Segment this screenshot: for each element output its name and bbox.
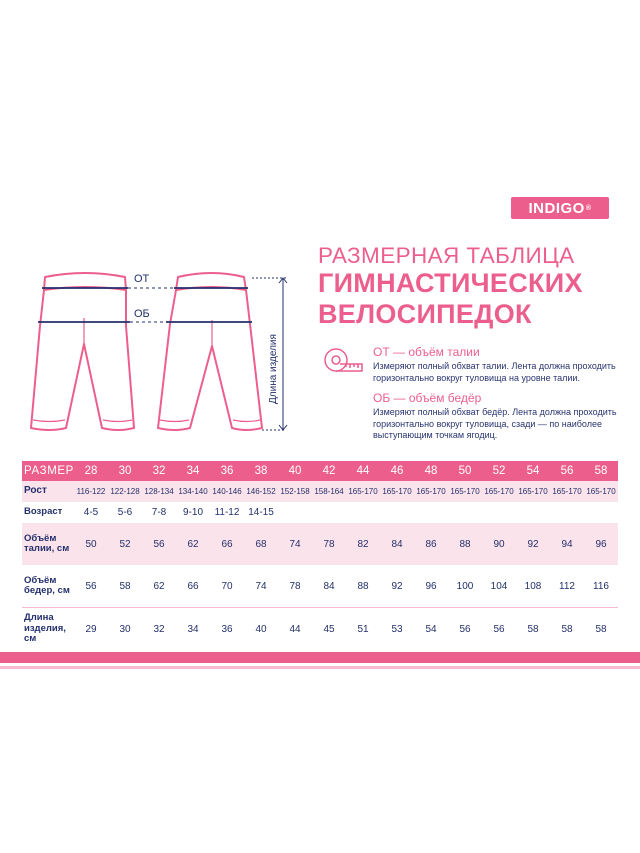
table-cell: 116 [593, 580, 609, 592]
table-cell: 108 [524, 580, 542, 592]
table-cell: 66 [210, 523, 244, 565]
brand-name: INDIGO [528, 199, 585, 217]
table-cell: 116-122 [74, 481, 108, 502]
table-cell: 90 [482, 523, 516, 565]
table-cell: 11-12 [214, 507, 240, 518]
table-cell: 62 [176, 523, 210, 565]
table-cell: 58 [550, 608, 584, 651]
length-label: Длина изделия [268, 334, 279, 404]
table-cell: 128-134 [142, 481, 176, 502]
table-cell [278, 502, 312, 523]
table-cell: 165-170 [448, 481, 482, 502]
table-cell: 70 [221, 580, 233, 592]
table-cell: 78 [289, 580, 301, 592]
hip-label: ОБ [134, 308, 150, 320]
table-cell: 165-170 [346, 481, 380, 502]
table-cell: 40 [244, 608, 278, 651]
table-cell: 74 [278, 523, 312, 565]
table-cell: 56 [85, 580, 97, 592]
table-cell: 30 [108, 608, 142, 651]
size-header-cell: 48 [414, 461, 448, 481]
table-cell: 58 [119, 580, 131, 592]
waist-definition-text: Измеряют полный обхват талии. Лента должна проходить горизонтально вокруг туловища на уровне талии. [373, 361, 616, 383]
table-cell: 86 [414, 523, 448, 565]
table-cell: 56 [448, 608, 482, 651]
hip-row [22, 565, 618, 608]
table-cell: 62 [153, 580, 165, 592]
table-cell: 94 [550, 523, 584, 565]
table-cell: 56 [482, 608, 516, 651]
row-label: Возраст [24, 506, 63, 518]
waist-definition-heading: ОТ — объём талии [373, 345, 480, 359]
age-row [22, 502, 618, 523]
table-cell: 96 [584, 523, 618, 565]
table-cell: 52 [108, 523, 142, 565]
shorts-front-illustration [31, 273, 134, 430]
table-cell: 45 [312, 608, 346, 651]
table-cell [482, 502, 516, 523]
table-cell: 82 [346, 523, 380, 565]
table-cell [550, 502, 584, 523]
size-header-cell: 32 [142, 461, 176, 481]
table-cell: 100 [456, 580, 474, 592]
table-cell [516, 502, 550, 523]
table-cell: 92 [516, 523, 550, 565]
height-row [22, 481, 618, 502]
table-cell: 51 [346, 608, 380, 651]
table-cell [380, 502, 414, 523]
table-cell: 53 [380, 608, 414, 651]
brand-logo [511, 197, 609, 219]
table-cell: 134-140 [176, 481, 210, 502]
table-cell: 165-170 [516, 481, 550, 502]
brand-reg-mark: ® [585, 204, 592, 212]
table-cell: 84 [323, 580, 335, 592]
table-cell: 32 [142, 608, 176, 651]
table-cell: 14-15 [248, 507, 274, 518]
size-header-cell: 58 [584, 461, 618, 481]
table-cell: 112 [559, 580, 575, 592]
size-header-cell: 56 [550, 461, 584, 481]
table-cell [448, 502, 482, 523]
size-header-row [22, 461, 618, 481]
size-header-label: РАЗМЕР [22, 461, 74, 481]
table-cell: 122-128 [108, 481, 142, 502]
size-header-cell: 44 [346, 461, 380, 481]
table-cell: 74 [255, 580, 267, 592]
table-cell: 5-6 [117, 507, 133, 518]
table-cell: 44 [278, 608, 312, 651]
row-label: Рост [22, 481, 74, 502]
measuring-tape-icon [322, 344, 368, 376]
table-cell [414, 502, 448, 523]
shorts-diagram [0, 260, 320, 440]
table-cell: 4-5 [83, 507, 99, 518]
size-header-cell: 40 [278, 461, 312, 481]
row-label: Длина изделия, см [22, 608, 74, 651]
table-cell: 9-10 [182, 507, 203, 518]
size-header-cell: 50 [448, 461, 482, 481]
table-cell: 58 [584, 608, 618, 651]
table-cell: 34 [176, 608, 210, 651]
size-header-cell: 28 [74, 461, 108, 481]
size-header-cell: 36 [210, 461, 244, 481]
table-cell: 152-158 [278, 481, 312, 502]
length-row [22, 608, 618, 651]
size-header-cell: 30 [108, 461, 142, 481]
shorts-back-illustration [158, 273, 262, 430]
size-header-cell: 52 [482, 461, 516, 481]
row-label: Объём талии, см [22, 523, 74, 565]
table-cell: 68 [244, 523, 278, 565]
size-header-cell: 46 [380, 461, 414, 481]
table-cell: 88 [448, 523, 482, 565]
title-line-3: ВЕЛОСИПЕДОК [318, 299, 532, 329]
size-header-cell: 38 [244, 461, 278, 481]
size-header-cell: 54 [516, 461, 550, 481]
size-table [22, 461, 618, 650]
table-cell: 7-8 [151, 507, 167, 518]
footer-band-thin [0, 666, 640, 669]
table-cell: 29 [74, 608, 108, 651]
table-cell: 165-170 [380, 481, 414, 502]
footer-band [0, 652, 640, 663]
waist-row [22, 523, 618, 565]
title-line-2: ГИМНАСТИЧЕСКИХ [318, 268, 583, 298]
table-cell: 146-152 [244, 481, 278, 502]
table-cell: 58 [516, 608, 550, 651]
title-line-1: РАЗМЕРНАЯ ТАБЛИЦА [318, 243, 575, 268]
table-cell [584, 502, 618, 523]
hip-definition-text: Измеряют полный обхват бедёр. Лента должна проходить горизонтально вокруг туловища, сзади — по наиболее выступающим точкам ягодиц. [373, 407, 617, 440]
table-cell [312, 502, 346, 523]
size-header-cell: 34 [176, 461, 210, 481]
table-cell: 96 [425, 580, 437, 592]
table-cell: 88 [357, 580, 369, 592]
table-cell: 78 [312, 523, 346, 565]
table-cell: 165-170 [550, 481, 584, 502]
row-label: Объём бедер, см [24, 574, 70, 596]
size-header-cell: 42 [312, 461, 346, 481]
waist-label: ОТ [134, 273, 150, 285]
table-cell: 92 [391, 580, 403, 592]
table-cell: 54 [414, 608, 448, 651]
table-cell [346, 502, 380, 523]
table-cell: 158-164 [312, 481, 346, 502]
table-cell: 165-170 [482, 481, 516, 502]
table-cell: 66 [187, 580, 199, 592]
table-cell: 50 [74, 523, 108, 565]
table-cell: 140-146 [210, 481, 244, 502]
table-cell: 104 [490, 580, 508, 592]
hip-definition-heading: ОБ — объём бедёр [373, 391, 482, 405]
table-cell: 56 [142, 523, 176, 565]
table-cell: 36 [210, 608, 244, 651]
table-cell: 165-170 [414, 481, 448, 502]
table-cell: 84 [380, 523, 414, 565]
table-cell: 165-170 [584, 481, 618, 502]
